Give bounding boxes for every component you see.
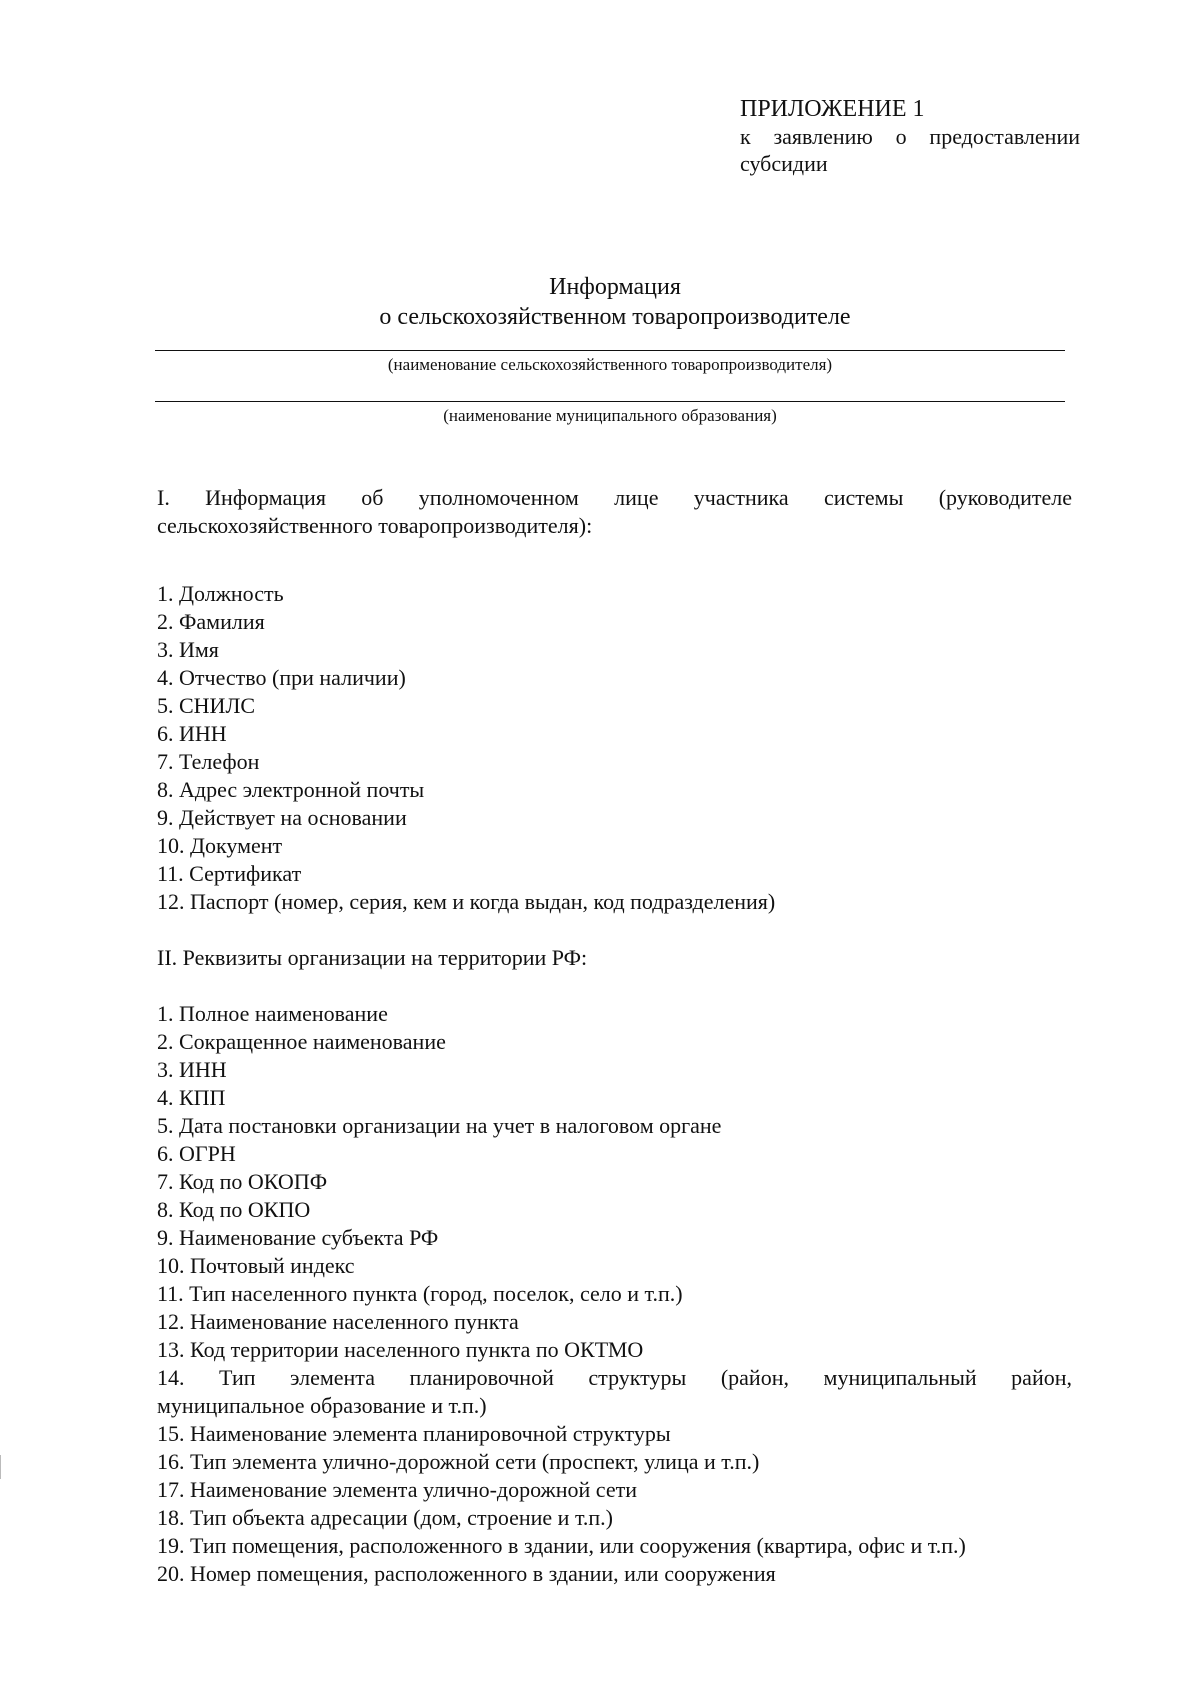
section-1-heading-line-2: сельскохозяйственного товаропроизводителя): — [157, 513, 593, 538]
document-title-line-1: Информация — [549, 274, 681, 300]
section-2-item-14-line-1: 14. Тип элемента планировочной структуры (район, муниципальный район, — [157, 1365, 1072, 1390]
section-2-item-14-line-2: муниципальное образование и т.п.) — [157, 1393, 487, 1418]
section-2-list-item: 10. Почтовый индекс — [157, 1253, 355, 1278]
section-2-list-continued — [157, 1420, 1072, 1588]
section-1-list-item: 5. СНИЛС — [157, 693, 256, 718]
section-1-list-item: 1. Должность — [157, 581, 284, 606]
section-1-heading-line-1: I. Информация об уполномоченном лице участника системы (руководителе — [157, 485, 1072, 510]
annex-title: ПРИЛОЖЕНИЕ 1 — [740, 96, 925, 122]
section-2-list-item: 8. Код по ОКПО — [157, 1197, 311, 1222]
section-1-list-item: 7. Телефон — [157, 749, 260, 774]
section-1-list-item: 3. Имя — [157, 637, 219, 662]
scan-edge-mark — [0, 1455, 1, 1479]
section-2-list-item: 17. Наименование элемента улично-дорожной сети — [157, 1477, 637, 1502]
section-2-list-item: 3. ИНН — [157, 1057, 227, 1082]
producer-name-line — [155, 350, 1065, 351]
section-2-heading: II. Реквизиты организации на территории РФ: — [157, 945, 588, 970]
section-1-list-item: 10. Документ — [157, 833, 283, 858]
section-1-list-item: 6. ИНН — [157, 721, 227, 746]
section-2-list — [157, 1000, 1072, 1364]
producer-name-caption: (наименование сельскохозяйственного товаропроизводителя) — [387, 355, 833, 374]
municipality-caption: (наименование муниципального образования) — [443, 406, 777, 425]
section-2-list-item: 7. Код по ОКОПФ — [157, 1169, 328, 1194]
section-1-list-item: 8. Адрес электронной почты — [157, 777, 425, 802]
section-2-list-item: 16. Тип элемента улично-дорожной сети (проспект, улица и т.п.) — [157, 1449, 760, 1474]
section-2-item-14 — [157, 1364, 1072, 1420]
section-1-list-item: 4. Отчество (при наличии) — [157, 665, 406, 690]
municipality-line — [155, 401, 1065, 402]
section-2-list-item: 13. Код территории населенного пункта по ОКТМО — [157, 1337, 644, 1362]
section-2-list-item: 19. Тип помещения, расположенного в здании, или сооружения (квартира, офис и т.п.) — [157, 1533, 966, 1558]
section-2-list-item: 5. Дата постановки организации на учет в налоговом органе — [157, 1113, 722, 1138]
annex-block — [740, 96, 1100, 177]
document-body — [157, 484, 1072, 1588]
section-2-list-item: 1. Полное наименование — [157, 1001, 388, 1026]
section-1-list-item: 11. Сертификат — [157, 861, 302, 886]
section-1-heading — [157, 484, 1072, 540]
document-title — [0, 272, 1200, 332]
section-2-list-item: 4. КПП — [157, 1085, 226, 1110]
section-2-list-item: 11. Тип населенного пункта (город, поселок, село и т.п.) — [157, 1281, 683, 1306]
annex-subtitle-line-2: субсидии — [740, 151, 828, 176]
section-2-list-item: 12. Наименование населенного пункта — [157, 1309, 519, 1334]
annex-subtitle-line-1: к заявлению о предоставлении — [740, 124, 1080, 149]
section-1-list-item: 9. Действует на основании — [157, 805, 407, 830]
section-1-list-item: 2. Фамилия — [157, 609, 265, 634]
document-title-line-2: о сельскохозяйственном товаропроизводителе — [379, 304, 851, 330]
section-2-list-item: 6. ОГРН — [157, 1141, 236, 1166]
section-2-list-item: 18. Тип объекта адресации (дом, строение и т.п.) — [157, 1505, 614, 1530]
section-1-list — [157, 580, 1072, 916]
section-2-list-item: 20. Номер помещения, расположенного в здании, или сооружения — [157, 1561, 776, 1586]
section-2-list-item: 2. Сокращенное наименование — [157, 1029, 446, 1054]
section-2-list-item: 15. Наименование элемента планировочной структуры — [157, 1421, 671, 1446]
section-1-list-item: 12. Паспорт (номер, серия, кем и когда выдан, код подразделения) — [157, 889, 776, 914]
section-2-list-item: 9. Наименование субъекта РФ — [157, 1225, 439, 1250]
